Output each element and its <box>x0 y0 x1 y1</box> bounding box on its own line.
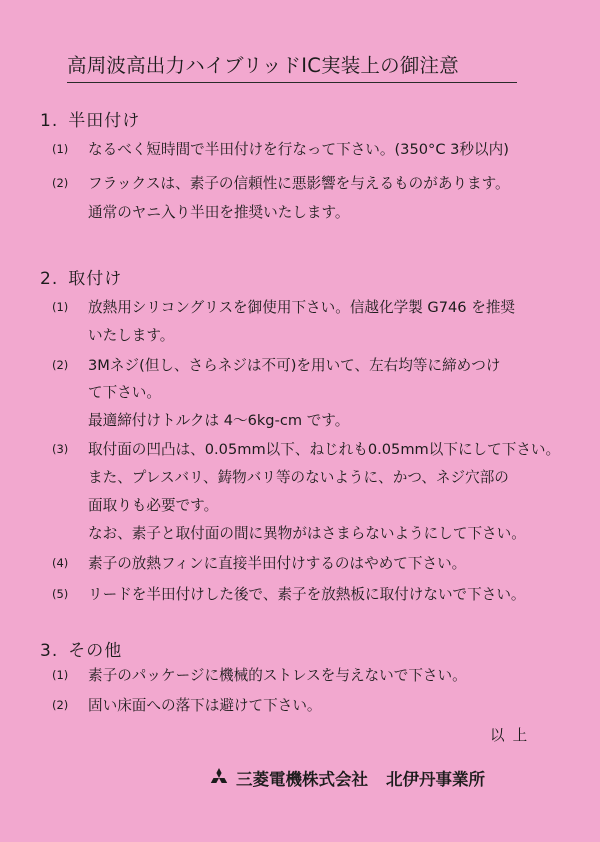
item-text: 固い床面への落下は避けて下さい。 <box>88 697 322 714</box>
section-heading-mounting <box>40 264 122 289</box>
item-continuation: なお、素子と取付面の間に異物がはさまらないようにして下さい。 <box>88 525 526 542</box>
list-item <box>52 664 467 685</box>
company-signature <box>208 766 485 790</box>
list-item <box>52 172 510 193</box>
item-text: 取付面の凹凸は、0.05mm以下、ねじれも0.05mm以下にして下さい。 <box>88 441 561 458</box>
item-marker: (1) <box>52 300 69 314</box>
section-number: 2. <box>40 269 59 289</box>
list-item <box>52 583 526 604</box>
list-item <box>52 438 560 459</box>
item-continuation: 通常のヤニ入り半田を推奨いたします。 <box>88 204 350 221</box>
list-item <box>52 694 322 715</box>
section-heading-others <box>40 636 122 661</box>
item-text: 3Mネジ(但し、さらネジは不可)を用いて、左右均等に締めつけ <box>88 357 501 374</box>
list-item <box>52 138 509 159</box>
list-item <box>52 296 515 317</box>
item-marker: (2) <box>52 176 69 190</box>
item-continuation: また、プレスバリ、鋳物バリ等のないように、かつ、ネジ穴部の <box>88 469 509 486</box>
item-marker: (2) <box>52 698 69 712</box>
item-marker: (5) <box>52 587 69 601</box>
item-continuation: 最適締付けトルクは 4～6kg-cm です。 <box>88 412 350 429</box>
page-title: 高周波高出力ハイブリッドIC実装上の御注意 <box>67 50 517 83</box>
section-number: 1. <box>40 111 59 131</box>
item-marker: (1) <box>52 668 69 682</box>
item-text: 放熱用シリコングリスを御使用下さい。信越化学製 G746 を推奨 <box>88 299 516 316</box>
item-text: 素子の放熱フィンに直接半田付けするのはやめて下さい。 <box>88 555 467 572</box>
list-item <box>52 354 500 375</box>
section-heading-soldering <box>40 106 140 131</box>
item-marker: (1) <box>52 142 69 156</box>
company-name: 三菱電機株式会社 <box>236 770 368 789</box>
item-text: リードを半田付けした後で、素子を放熱板に取付けないで下さい。 <box>88 586 526 603</box>
section-title: 取付け <box>68 269 123 289</box>
item-continuation: いたします。 <box>88 327 175 344</box>
item-text: なるべく短時間で半田付けを行なって下さい。(350°C 3秒以内) <box>88 141 509 158</box>
section-title: その他 <box>68 641 123 661</box>
list-item <box>52 552 466 573</box>
division-name: 北伊丹事業所 <box>386 770 485 789</box>
item-text: 素子のパッケージに機械的ストレスを与えないで下さい。 <box>88 667 467 684</box>
item-marker: (2) <box>52 358 69 372</box>
item-continuation: 面取りも必要です。 <box>88 497 219 514</box>
item-marker: (3) <box>52 442 69 456</box>
section-number: 3. <box>40 641 59 661</box>
item-text: フラックスは、素子の信頼性に悪影響を与えるものがあります。 <box>88 175 510 192</box>
section-title: 半田付け <box>68 111 141 131</box>
closing-mark: 以上 <box>490 727 536 744</box>
item-continuation: て下さい。 <box>88 384 161 401</box>
mitsubishi-three-diamonds-icon <box>208 768 230 788</box>
item-marker: (4) <box>52 556 69 570</box>
